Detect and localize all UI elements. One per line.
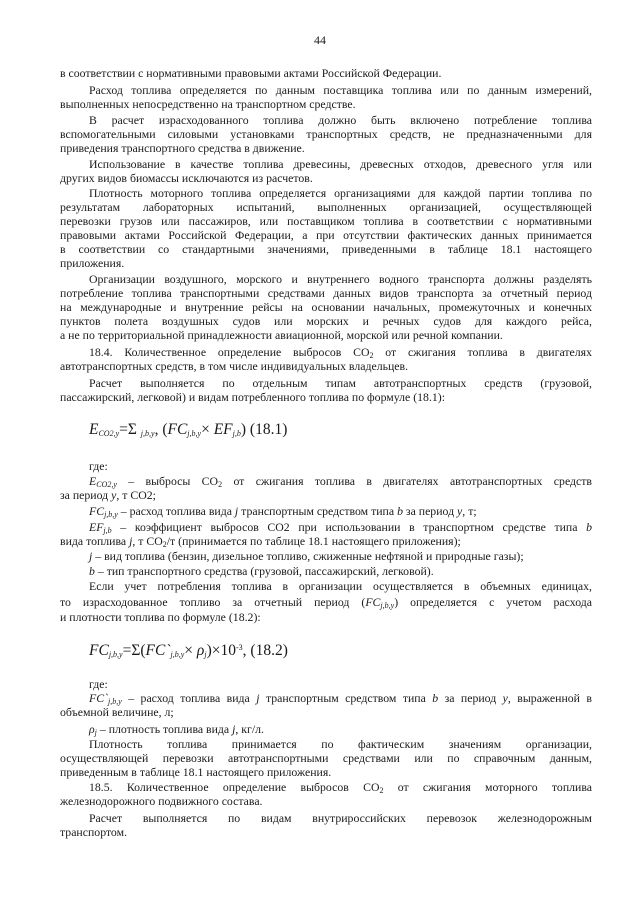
definition-line: $E_{CO2,y}$ – выбросы $CO_2$ от сжигания топлива в двигателях автотранспортных средств [89, 474, 592, 489]
text-line: Расчет выполняется по видам внутрироссийских перевозок железнодорожным [89, 811, 592, 825]
definition-line: объемной величине, л; [60, 705, 174, 719]
definition-line: $FC_{j,b,y}$ – расход топлива вида j транспортным средством типа b за период y, т; [89, 504, 477, 519]
text-line: Плотность топлива принимается по фактическим значениям организации, [89, 737, 592, 751]
text-line: 18.4. Количественное определение выбросов $CO_2$ от сжигания топлива в двигателях [89, 345, 592, 360]
text-line: результатам лабораторных испытаний, выполненных организацией, осуществляющей [60, 200, 592, 214]
text-line: Расчет выполняется по отдельным типам автотранспортных средств (грузовой, [89, 376, 592, 390]
text-line: правовыми актами Российской Федерации, а при отсутствии фактических данных принимается [60, 228, 592, 242]
definition-line: b – тип транспортного средства (грузовой, пассажирский, легковой). [89, 564, 434, 578]
text-line: транспортом. [60, 825, 128, 839]
text-line: осуществляющей перевозки автотранспортными средствами или по справочным данным, [60, 751, 592, 765]
text-line: пассажирский, легковой) и видам потребленного топлива по формуле (18.1): [60, 390, 445, 404]
where-label: где: [89, 677, 108, 691]
text-line: а не по территориальной принадлежности авиационной, морской или речной компании. [60, 328, 503, 342]
text-line: и плотности топлива по формуле (18.2): [60, 610, 261, 624]
text-line: на международные и внутренние рейсы на основании начальных, промежуточных и конечных [60, 300, 592, 314]
text-line: Если учет потребления топлива в организации осуществляется в объемных единицах, [89, 579, 592, 593]
text-line: приведения транспортного средства в движение. [60, 141, 305, 155]
where-label: где: [89, 459, 108, 473]
text-line: перевозки грузов или пассажиров, или поставщиком топлива в соответствии с нормативными [60, 214, 592, 228]
text-line: в соответствии с нормативными правовыми актами Российской Федерации. [60, 66, 442, 80]
text-line: Плотность моторного топлива определяется организациями для каждой партии топлива по [89, 186, 592, 200]
definition-line: за период у, т CO2; [60, 488, 156, 502]
definition-line: вида топлива j, т $CO_2/т$ (принимается по таблице 18.1 настоящего приложения); [60, 534, 461, 549]
text-line: железнодорожного подвижного состава. [60, 794, 263, 808]
text-line: Организации воздушного, морского и внутреннего водного транспорта должны разделять [89, 272, 592, 286]
text-line: других видов биомассы исключаются из расчетов. [60, 171, 313, 185]
text-line: приложения. [60, 256, 125, 270]
text-line: пунктов полета воздушных судов или морских и речных судов для каждого рейса, [60, 314, 592, 328]
definition-line: $EF_{j,b}$ – коэффициент выбросов CO2 при использовании в транспортном средстве типа b [89, 520, 592, 535]
text-line: вспомогательными силовыми установками транспортных средств, не предназначенными для [60, 127, 592, 141]
definition-line: j – вид топлива (бензин, дизельное топливо, сжиженные нефтяной и природные газы); [89, 549, 524, 563]
text-line: то израсходованное топливо за отчетный период $(FC_{j,b,y})$ определяется с учетом расхода [60, 595, 592, 610]
text-line: в соответствии со стандартными значениями, приведенными в таблице 18.1 настоящего [60, 242, 592, 256]
definition-line: $FC`_{j,b,y}$ – расход топлива вида j транспортным средством типа b за период у, выраженной в [89, 691, 592, 706]
text-line: 18.5. Количественное определение выбросов $CO_2$ от сжигания моторного топлива [89, 780, 592, 795]
text-line: В расчет израсходованного топлива должно быть включено потребление топлива [89, 113, 592, 127]
text-line: выполненных непосредственно на транспортном средстве. [60, 97, 356, 111]
text-line: автотранспортных средств, в том числе индивидуальных владельцев. [60, 359, 409, 373]
formula-18-2: $FC_{j,b,y}=\Sigma(FC`_{j,b,y}\times \rho_j)\times 10^{-3}$, (18.2) [89, 642, 288, 659]
text-line: потребление топлива транспортными средствами данных видов транспорта за отчетный период [60, 286, 592, 300]
text-line: Использование в качестве топлива древесины, древесных отходов, древесного угля или [89, 157, 592, 171]
page-number: 44 [314, 33, 326, 47]
definition-line: $\rho_j$ – плотность топлива вида j, кг/л. [89, 722, 264, 737]
text-line: приведенным в таблице 18.1 настоящего приложения. [60, 765, 332, 779]
formula-18-1: $E_{CO2,y}=\Sigma$ $_{j,b,y}$, $(FC_{j,b,y}\times EF_{j,b})$ (18.1) [89, 421, 288, 438]
text-line: Расход топлива определяется по данным поставщика топлива или по данным измерений, [89, 83, 592, 97]
